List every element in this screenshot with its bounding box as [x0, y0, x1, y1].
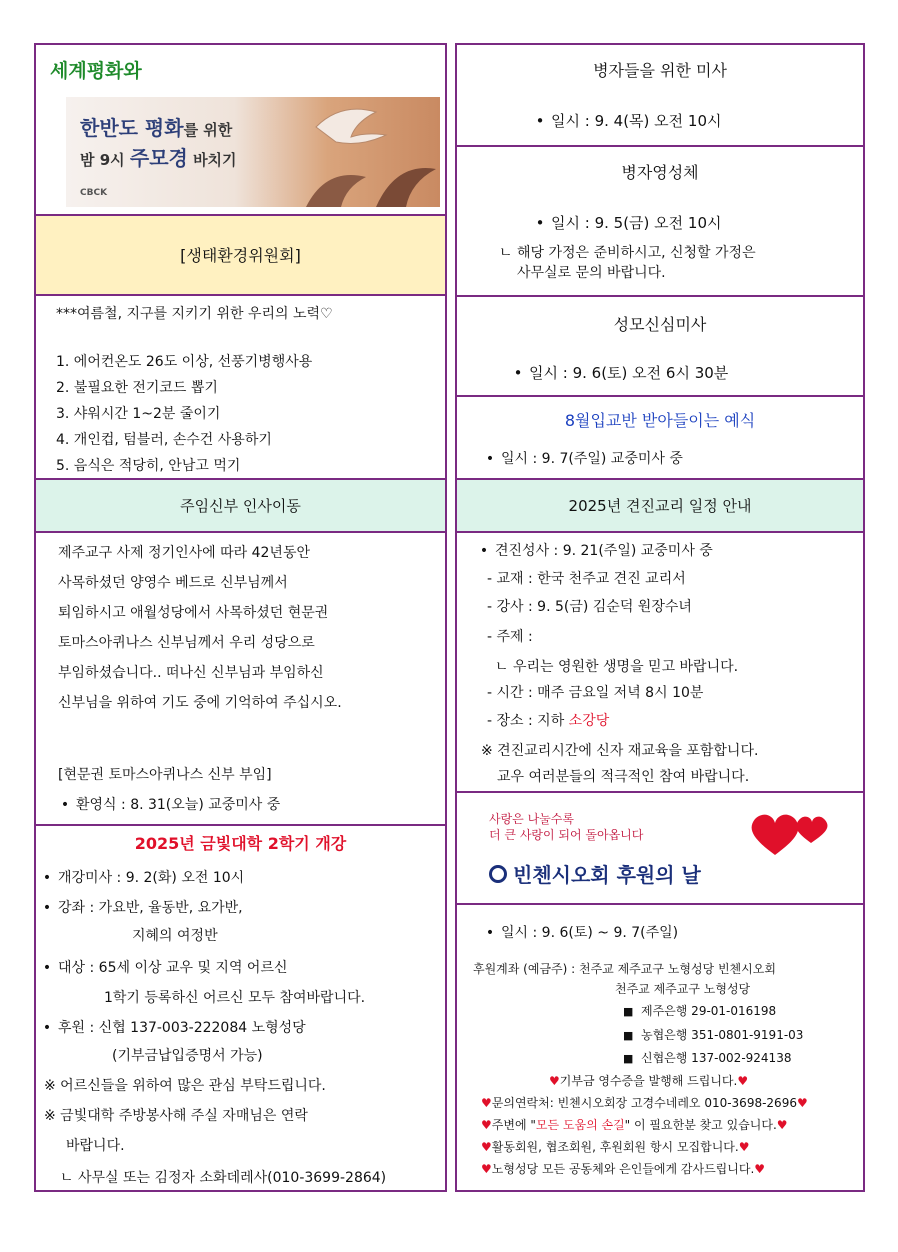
heart-icon: ♥ — [754, 1162, 766, 1176]
banner-text-1a: 한반도 평화 — [80, 116, 184, 140]
vincent-banner-title: 빈첸시오회 후원의 날 — [513, 863, 701, 887]
college-item: • 개강미사 : 9. 2(화) 오전 10시 — [36, 868, 244, 888]
college-note: ※ 어르신들을 위하여 많은 관심 부탁드립니다. — [44, 1078, 326, 1094]
vincent-banner-section — [455, 791, 865, 905]
vincent-contact: 문의연락처: 빈첸시오회장 고경수네레오 010-3698-2696 — [491, 1096, 797, 1110]
eco-intro: ***여름철, 지구를 지키기 위한 우리의 노력♡ — [56, 306, 333, 322]
priest-title: 주임신부 인사이동 — [180, 497, 301, 515]
confirmation-note: ※ 견진교리시간에 신자 재교육을 포함합니다. — [481, 743, 759, 759]
vincent-note-highlight: 모든 도움의 손길 — [535, 1118, 625, 1132]
welcome-item: • 환영식 : 8. 31(오늘) 교중미사 중 — [54, 795, 280, 815]
heart-icon: ♥ — [796, 1096, 808, 1110]
banner-org-logo: CBCK — [80, 188, 108, 198]
heart-icon: ♥ — [776, 1118, 788, 1132]
vincent-note: 기부금 영수증을 발행해 드립니다. — [559, 1074, 738, 1088]
vincent-note-a: 주변에 " — [491, 1118, 536, 1132]
vincent-slogan-2: 더 큰 사랑이 되어 돌아옵니다 — [489, 828, 644, 842]
heart-mass-section — [455, 295, 865, 397]
catechumen-date: • 일시 : 9. 7(주일) 교중미사 중 — [479, 449, 683, 469]
confirmation-place-hall: 소강당 — [568, 713, 610, 729]
vincent-details-section — [455, 903, 865, 1192]
sick-communion-note: 사무실로 문의 바랍니다. — [517, 265, 666, 281]
bank-item: ■ 제주은행 29-01-016198 — [623, 1001, 776, 1022]
priest-body-section — [34, 531, 447, 826]
confirmation-body-section — [455, 531, 865, 793]
college-item: • 대상 : 65세 이상 교우 및 지역 어르신 — [36, 958, 288, 978]
confirmation-note: 교우 여러분들의 적극적인 참여 바랍니다. — [497, 769, 750, 785]
priest-line: 토마스아퀴나스 신부님께서 우리 성당으로 — [58, 635, 315, 651]
college-section — [34, 824, 447, 1192]
banner-text-2c: 바치기 — [187, 151, 237, 169]
vincent-slogan-1: 사랑은 나눌수록 — [489, 812, 574, 826]
heart-icon: ♥ — [481, 1118, 492, 1132]
priest-line: 제주교구 사제 정기인사에 따라 42년동안 — [58, 545, 310, 561]
sick-mass-title: 병자들을 위한 미사 — [593, 61, 727, 80]
peace-title: 세계평화와 — [50, 60, 142, 82]
priest-line: 부임하셨습니다.. 떠나신 신부님과 부임하신 — [58, 665, 324, 681]
sick-mass-date: • 일시 : 9. 4(목) 오전 10시 — [529, 111, 721, 131]
vincent-logo-icon — [489, 865, 507, 883]
eco-title: [생태환경위원회] — [180, 246, 301, 265]
bank-item: ■ 신협은행 137-002-924138 — [623, 1048, 791, 1069]
banner-text-2a: 밤 9시 — [80, 151, 130, 169]
confirmation-place: - 장소 : 지하 — [487, 713, 569, 729]
vincent-date: • 일시 : 9. 6(토) ~ 9. 7(주일) — [479, 923, 678, 943]
sick-communion-date: • 일시 : 9. 5(금) 오전 10시 — [529, 213, 721, 233]
confirmation-item: • 견진성사 : 9. 21(주일) 교중미사 중 — [473, 541, 713, 561]
eco-item: 3. 샤워시간 1~2분 줄이기 — [56, 406, 221, 422]
college-item-cont: 지혜의 여정반 — [132, 928, 218, 944]
college-note: ※ 금빛대학 주방봉사해 주실 자매님은 연락 — [44, 1108, 308, 1124]
confirmation-line: - 강사 : 9. 5(금) 김순덕 원장수녀 — [487, 599, 692, 615]
college-note-cont: 바랍니다. — [66, 1138, 125, 1154]
vincent-note: 노형성당 모든 공동체와 은인들에게 감사드립니다. — [491, 1162, 755, 1176]
college-item: • 후원 : 신협 137-003-222084 노형성당 — [36, 1018, 306, 1038]
college-item-cont: (기부금납입증명서 가능) — [112, 1048, 263, 1064]
eco-item: 1. 에어컨온도 26도 이상, 선풍기병행사용 — [56, 354, 313, 370]
eco-header — [34, 214, 447, 296]
confirmation-title: 2025년 견진교리 일정 안내 — [568, 497, 752, 515]
heart-icon: ♥ — [549, 1074, 560, 1088]
heart-mass-title: 성모신심미사 — [613, 315, 707, 334]
sick-communion-section — [455, 145, 865, 297]
hearts-icon — [745, 809, 835, 859]
vincent-note: 활동회원, 협조회원, 후원회원 항시 모집합니다. — [491, 1140, 739, 1154]
confirmation-line: - 시간 : 매주 금요일 저녁 8시 10분 — [487, 685, 704, 701]
banner-text-2b: 주모경 — [129, 146, 188, 170]
vincent-account: 후원계좌 (예금주) : 천주교 제주교구 노형성당 빈첸시오회 — [473, 962, 776, 976]
catechumen-title: 8월입교반 받아들이는 예식 — [564, 411, 756, 430]
sick-communion-note: ㄴ 해당 가정은 준비하시고, 신청할 가정은 — [499, 245, 756, 261]
heart-icon: ♥ — [738, 1140, 750, 1154]
heart-icon: ♥ — [481, 1162, 492, 1176]
priest-line: 신부님을 위하여 기도 중에 기억하여 주십시오. — [58, 695, 342, 711]
vincent-account: 천주교 제주교구 노형성당 — [615, 982, 751, 996]
bank-item: ■ 농협은행 351-0801-9191-03 — [623, 1025, 803, 1046]
vincent-banner-image — [479, 807, 843, 895]
vincent-note-c: " 이 필요한분 찾고 있습니다. — [624, 1118, 777, 1132]
catechumen-section — [455, 395, 865, 480]
heart-mass-date: • 일시 : 9. 6(토) 오전 6시 30분 — [507, 363, 728, 383]
priest-header — [34, 478, 447, 533]
college-item-cont: 1학기 등록하신 어르신 모두 참여바랍니다. — [104, 990, 366, 1006]
eco-item: 2. 불필요한 전기코드 뽑기 — [56, 380, 218, 396]
banner-text-1b: 를 위한 — [183, 121, 233, 139]
sick-mass-section — [455, 43, 865, 147]
heart-icon: ♥ — [481, 1140, 492, 1154]
college-item: • 강좌 : 가요반, 율동반, 요가반, — [36, 898, 243, 918]
priest-line: 퇴임하시고 애월성당에서 사목하셨던 현문권 — [58, 605, 329, 621]
peace-prayer-section — [34, 43, 447, 216]
peace-banner-image — [66, 97, 440, 207]
eco-item: 5. 음식은 적당히, 안남고 먹기 — [56, 458, 241, 474]
heart-icon: ♥ — [737, 1074, 749, 1088]
confirmation-line: - 교재 : 한국 천주교 견진 교리서 — [487, 571, 686, 587]
confirmation-header — [455, 478, 865, 533]
confirmation-line: - 주제 : — [487, 629, 533, 645]
college-title: 2025년 금빛대학 2학기 개강 — [134, 834, 347, 853]
priest-line: 사목하셨던 양영수 베드로 신부님께서 — [58, 575, 288, 591]
eco-item: 4. 개인컵, 텀블러, 손수건 사용하기 — [56, 432, 272, 448]
sick-communion-title: 병자영성체 — [621, 163, 699, 182]
college-contact: ㄴ 사무실 또는 김정자 소화데레사(010-3699-2864) — [60, 1170, 387, 1186]
eco-list-section — [34, 294, 447, 480]
priest-sub: [현문권 토마스아퀴나스 신부 부임] — [58, 767, 272, 783]
heart-icon: ♥ — [481, 1096, 492, 1110]
confirmation-line: ㄴ 우리는 영원한 생명을 믿고 바랍니다. — [495, 659, 739, 675]
